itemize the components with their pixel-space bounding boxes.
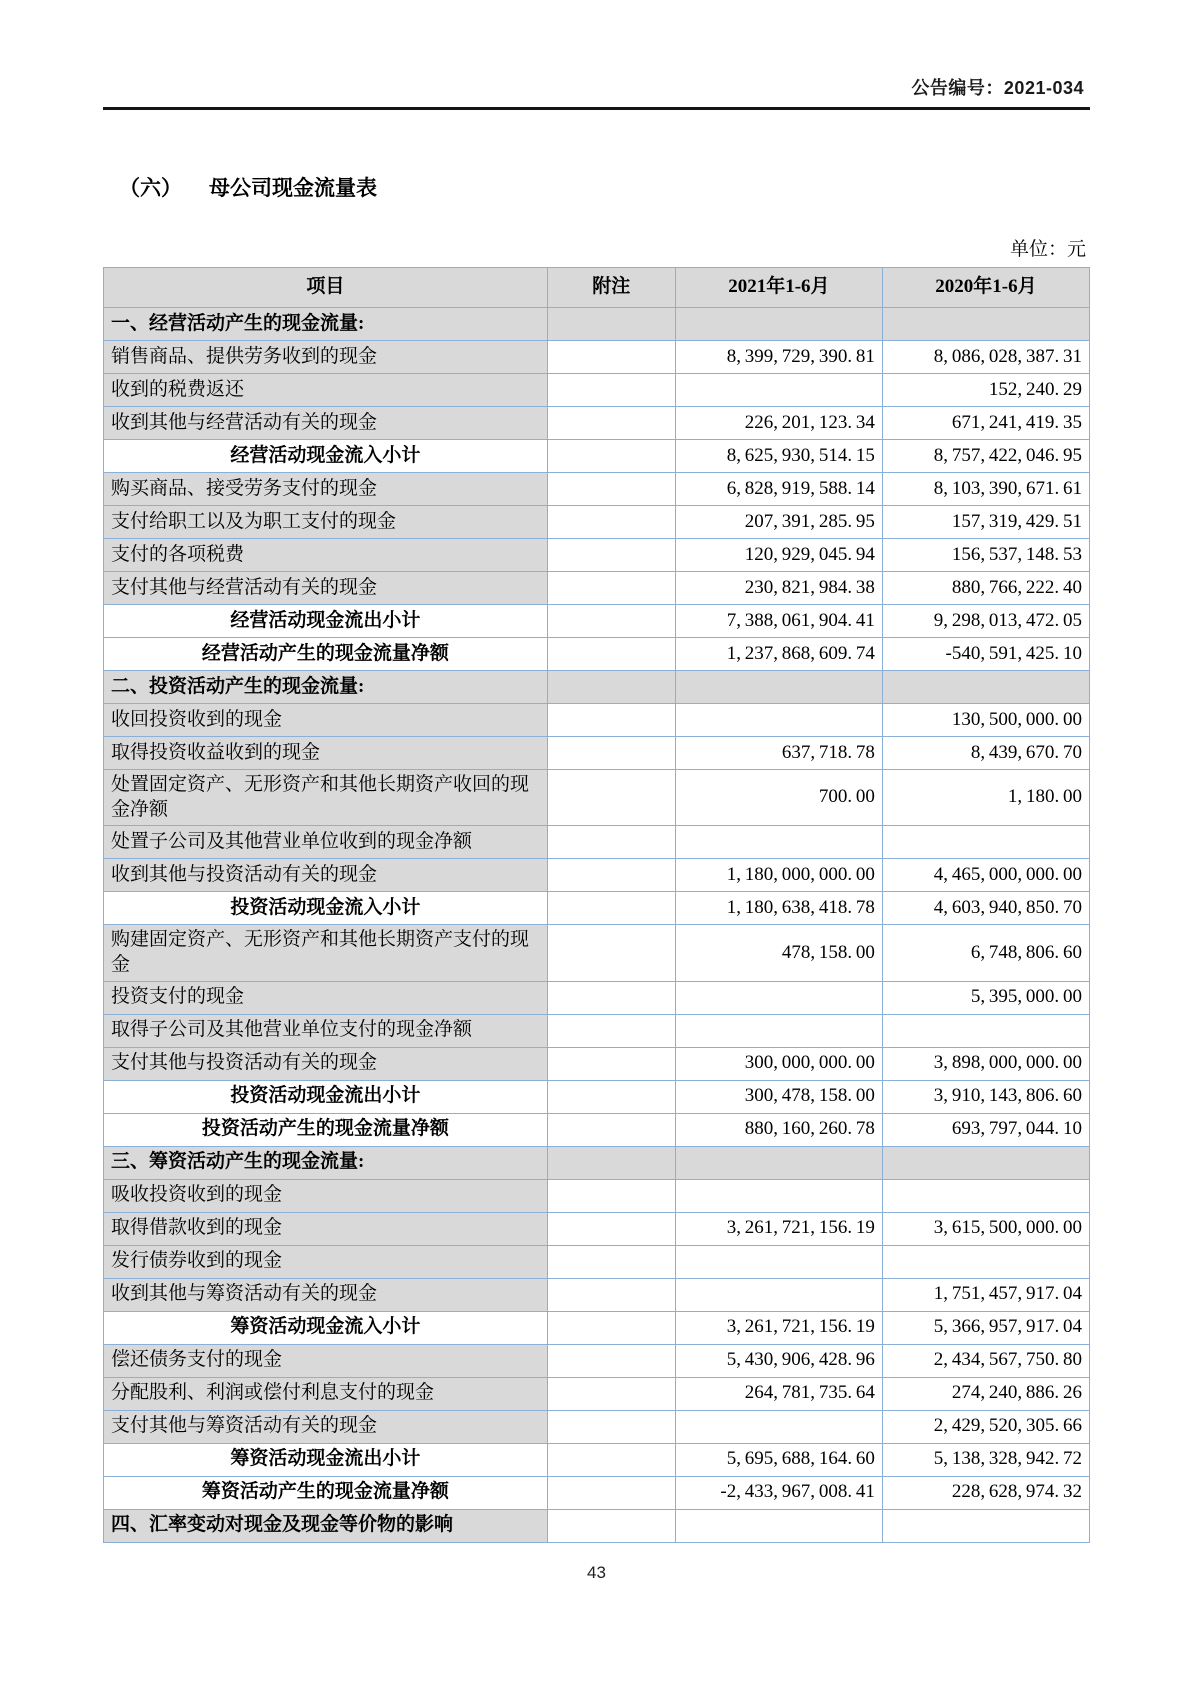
item-label-cell: 投资支付的现金 [104,981,548,1014]
item-label-cell: 经营活动现金流入小计 [104,440,548,473]
value-2020-cell: 274, 240, 886. 26 [882,1377,1089,1410]
table-row [104,1113,1090,1146]
value-2020-cell [882,1245,1089,1278]
note-cell [547,925,675,981]
table-row [104,407,1090,440]
value-2020-cell: 3, 615, 500, 000. 00 [882,1212,1089,1245]
item-label-cell: 支付其他与筹资活动有关的现金 [104,1410,548,1443]
note-cell [547,1212,675,1245]
value-2021-cell: 8, 625, 930, 514. 15 [675,440,882,473]
item-label-cell: 偿还债务支付的现金 [104,1344,548,1377]
item-label-cell: 支付其他与投资活动有关的现金 [104,1047,548,1080]
note-cell [547,892,675,925]
value-2021-cell [675,1014,882,1047]
note-cell [547,1311,675,1344]
item-label-cell: 取得子公司及其他营业单位支付的现金净额 [104,1014,548,1047]
value-2021-cell: 6, 828, 919, 588. 14 [675,473,882,506]
section-heading-title: 母公司现金流量表 [209,176,377,200]
note-cell [547,1179,675,1212]
note-cell [547,1377,675,1410]
value-2021-cell: 264, 781, 735. 64 [675,1377,882,1410]
value-2020-cell: 880, 766, 222. 40 [882,572,1089,605]
value-2020-cell: 156, 537, 148. 53 [882,539,1089,572]
value-2021-cell [675,1410,882,1443]
item-label-cell: 购建固定资产、无形资产和其他长期资产支付的现金 [104,925,548,981]
cash-flow-table [103,267,1090,1543]
value-2021-cell: 300, 478, 158. 00 [675,1080,882,1113]
value-2021-cell: 1, 180, 638, 418. 78 [675,892,882,925]
note-cell [547,638,675,671]
item-label-cell: 购买商品、接受劳务支付的现金 [104,473,548,506]
column-header-2: 2021年1-6月 [675,268,882,308]
value-2021-cell: 5, 430, 906, 428. 96 [675,1344,882,1377]
note-cell [547,374,675,407]
value-2021-cell: 3, 261, 721, 156. 19 [675,1311,882,1344]
value-2021-cell: 207, 391, 285. 95 [675,506,882,539]
value-2021-cell [675,671,882,704]
item-label-cell: 吸收投资收到的现金 [104,1179,548,1212]
note-cell [547,1047,675,1080]
value-2021-cell: 5, 695, 688, 164. 60 [675,1443,882,1476]
item-label-cell: 收到其他与投资活动有关的现金 [104,859,548,892]
note-cell [547,1113,675,1146]
value-2020-cell [882,308,1089,341]
note-cell [547,1014,675,1047]
note-cell [547,1410,675,1443]
table-row [104,925,1090,981]
value-2020-cell [882,826,1089,859]
table-row [104,638,1090,671]
value-2020-cell: 5, 138, 328, 942. 72 [882,1443,1089,1476]
table-row [104,1344,1090,1377]
item-label-cell: 筹资活动产生的现金流量净额 [104,1476,548,1509]
value-2020-cell: 5, 366, 957, 917. 04 [882,1311,1089,1344]
value-2020-cell: 3, 910, 143, 806. 60 [882,1080,1089,1113]
value-2020-cell: 2, 434, 567, 750. 80 [882,1344,1089,1377]
value-2020-cell [882,671,1089,704]
table-row [104,374,1090,407]
value-2020-cell: 3, 898, 000, 000. 00 [882,1047,1089,1080]
table-row [104,981,1090,1014]
table-row [104,1146,1090,1179]
table-row [104,1212,1090,1245]
note-cell [547,539,675,572]
value-2021-cell: 226, 201, 123. 34 [675,407,882,440]
item-label-cell: 收到其他与筹资活动有关的现金 [104,1278,548,1311]
table-header-row [104,268,1090,308]
value-2020-cell [882,1509,1089,1542]
table-row [104,1311,1090,1344]
note-cell [547,981,675,1014]
item-label-cell: 支付其他与经营活动有关的现金 [104,572,548,605]
item-label-cell: 四、汇率变动对现金及现金等价物的影响 [104,1509,548,1542]
table-row [104,308,1090,341]
table-row [104,1080,1090,1113]
value-2021-cell [675,704,882,737]
item-label-cell: 收到的税费返还 [104,374,548,407]
table-row [104,737,1090,770]
value-2020-cell: 2, 429, 520, 305. 66 [882,1410,1089,1443]
note-cell [547,1443,675,1476]
value-2021-cell [675,826,882,859]
value-2020-cell: 8, 103, 390, 671. 61 [882,473,1089,506]
value-2021-cell [675,1146,882,1179]
value-2021-cell: 1, 180, 000, 000. 00 [675,859,882,892]
value-2020-cell: 1, 180. 00 [882,770,1089,826]
note-cell [547,737,675,770]
value-2020-cell: 228, 628, 974. 32 [882,1476,1089,1509]
value-2021-cell [675,1509,882,1542]
value-2021-cell: 3, 261, 721, 156. 19 [675,1212,882,1245]
note-cell [547,506,675,539]
value-2021-cell: 120, 929, 045. 94 [675,539,882,572]
page-content [103,0,1090,1583]
value-2020-cell: 8, 086, 028, 387. 31 [882,341,1089,374]
table-row [104,440,1090,473]
value-2020-cell: 6, 748, 806. 60 [882,925,1089,981]
table-row [104,826,1090,859]
table-row [104,1377,1090,1410]
value-2021-cell: 880, 160, 260. 78 [675,1113,882,1146]
value-2020-cell: 8, 439, 670. 70 [882,737,1089,770]
announcement-number: 公告编号：2021-034 [911,78,1084,98]
table-row [104,671,1090,704]
note-cell [547,671,675,704]
column-header-1: 附注 [547,268,675,308]
value-2021-cell [675,374,882,407]
item-label-cell: 取得借款收到的现金 [104,1212,548,1245]
value-2021-cell: 230, 821, 984. 38 [675,572,882,605]
note-cell [547,572,675,605]
note-cell [547,704,675,737]
item-label-cell: 取得投资收益收到的现金 [104,737,548,770]
value-2021-cell: 1, 237, 868, 609. 74 [675,638,882,671]
value-2020-cell: 4, 603, 940, 850. 70 [882,892,1089,925]
table-row [104,341,1090,374]
value-2020-cell [882,1179,1089,1212]
item-label-cell: 投资活动现金流入小计 [104,892,548,925]
table-row [104,859,1090,892]
table-row [104,1509,1090,1542]
value-2020-cell: -540, 591, 425. 10 [882,638,1089,671]
item-label-cell: 经营活动产生的现金流量净额 [104,638,548,671]
value-2020-cell: 157, 319, 429. 51 [882,506,1089,539]
note-cell [547,1344,675,1377]
note-cell [547,826,675,859]
item-label-cell: 二、投资活动产生的现金流量: [104,671,548,704]
table-row [104,1047,1090,1080]
value-2021-cell: 478, 158. 00 [675,925,882,981]
section-heading-prefix: （六） [119,176,182,200]
item-label-cell: 投资活动产生的现金流量净额 [104,1113,548,1146]
item-label-cell: 经营活动现金流出小计 [104,605,548,638]
column-header-0: 项目 [104,268,548,308]
item-label-cell: 三、筹资活动产生的现金流量: [104,1146,548,1179]
unit-label: 单位：元 [1009,239,1086,260]
table-row [104,1179,1090,1212]
value-2020-cell: 8, 757, 422, 046. 95 [882,440,1089,473]
item-label-cell: 筹资活动现金流出小计 [104,1443,548,1476]
note-cell [547,1146,675,1179]
value-2021-cell: 300, 000, 000. 00 [675,1047,882,1080]
note-cell [547,341,675,374]
table-row [104,506,1090,539]
table-row [104,1245,1090,1278]
table-row [104,1443,1090,1476]
item-label-cell: 投资活动现金流出小计 [104,1080,548,1113]
note-cell [547,407,675,440]
value-2020-cell [882,1014,1089,1047]
note-cell [547,859,675,892]
table-row [104,1476,1090,1509]
value-2020-cell: 152, 240. 29 [882,374,1089,407]
note-cell [547,1080,675,1113]
header-divider-rule [103,107,1090,110]
note-cell [547,440,675,473]
value-2021-cell: 637, 718. 78 [675,737,882,770]
value-2021-cell [675,981,882,1014]
item-label-cell: 支付给职工以及为职工支付的现金 [104,506,548,539]
value-2020-cell: 9, 298, 013, 472. 05 [882,605,1089,638]
item-label-cell: 一、经营活动产生的现金流量: [104,308,548,341]
value-2021-cell [675,1179,882,1212]
value-2021-cell: 700. 00 [675,770,882,826]
value-2020-cell: 1, 751, 457, 917. 04 [882,1278,1089,1311]
note-cell [547,308,675,341]
table-row [104,473,1090,506]
note-cell [547,605,675,638]
section-heading [119,172,1090,202]
table-row [104,605,1090,638]
item-label-cell: 发行债券收到的现金 [104,1245,548,1278]
item-label-cell: 处置固定资产、无形资产和其他长期资产收回的现金净额 [104,770,548,826]
table-row [104,892,1090,925]
value-2020-cell: 693, 797, 044. 10 [882,1113,1089,1146]
item-label-cell: 销售商品、提供劳务收到的现金 [104,341,548,374]
page-number: 43 [587,1562,606,1582]
item-label-cell: 分配股利、利润或偿付利息支付的现金 [104,1377,548,1410]
table-row [104,572,1090,605]
table-row [104,1278,1090,1311]
value-2020-cell: 130, 500, 000. 00 [882,704,1089,737]
value-2021-cell [675,1245,882,1278]
table-row [104,1014,1090,1047]
note-cell [547,1245,675,1278]
column-header-3: 2020年1-6月 [882,268,1089,308]
value-2021-cell: -2, 433, 967, 008. 41 [675,1476,882,1509]
value-2021-cell: 8, 399, 729, 390. 81 [675,341,882,374]
value-2020-cell [882,1146,1089,1179]
item-label-cell: 收到其他与经营活动有关的现金 [104,407,548,440]
table-row [104,1410,1090,1443]
value-2021-cell: 7, 388, 061, 904. 41 [675,605,882,638]
note-cell [547,1509,675,1542]
table-row [104,704,1090,737]
note-cell [547,1476,675,1509]
note-cell [547,770,675,826]
table-row [104,770,1090,826]
value-2020-cell: 5, 395, 000. 00 [882,981,1089,1014]
item-label-cell: 筹资活动现金流入小计 [104,1311,548,1344]
value-2020-cell: 671, 241, 419. 35 [882,407,1089,440]
note-cell [547,1278,675,1311]
item-label-cell: 支付的各项税费 [104,539,548,572]
value-2020-cell: 4, 465, 000, 000. 00 [882,859,1089,892]
item-label-cell: 收回投资收到的现金 [104,704,548,737]
item-label-cell: 处置子公司及其他营业单位收到的现金净额 [104,826,548,859]
value-2021-cell [675,308,882,341]
table-row [104,539,1090,572]
note-cell [547,473,675,506]
value-2021-cell [675,1278,882,1311]
